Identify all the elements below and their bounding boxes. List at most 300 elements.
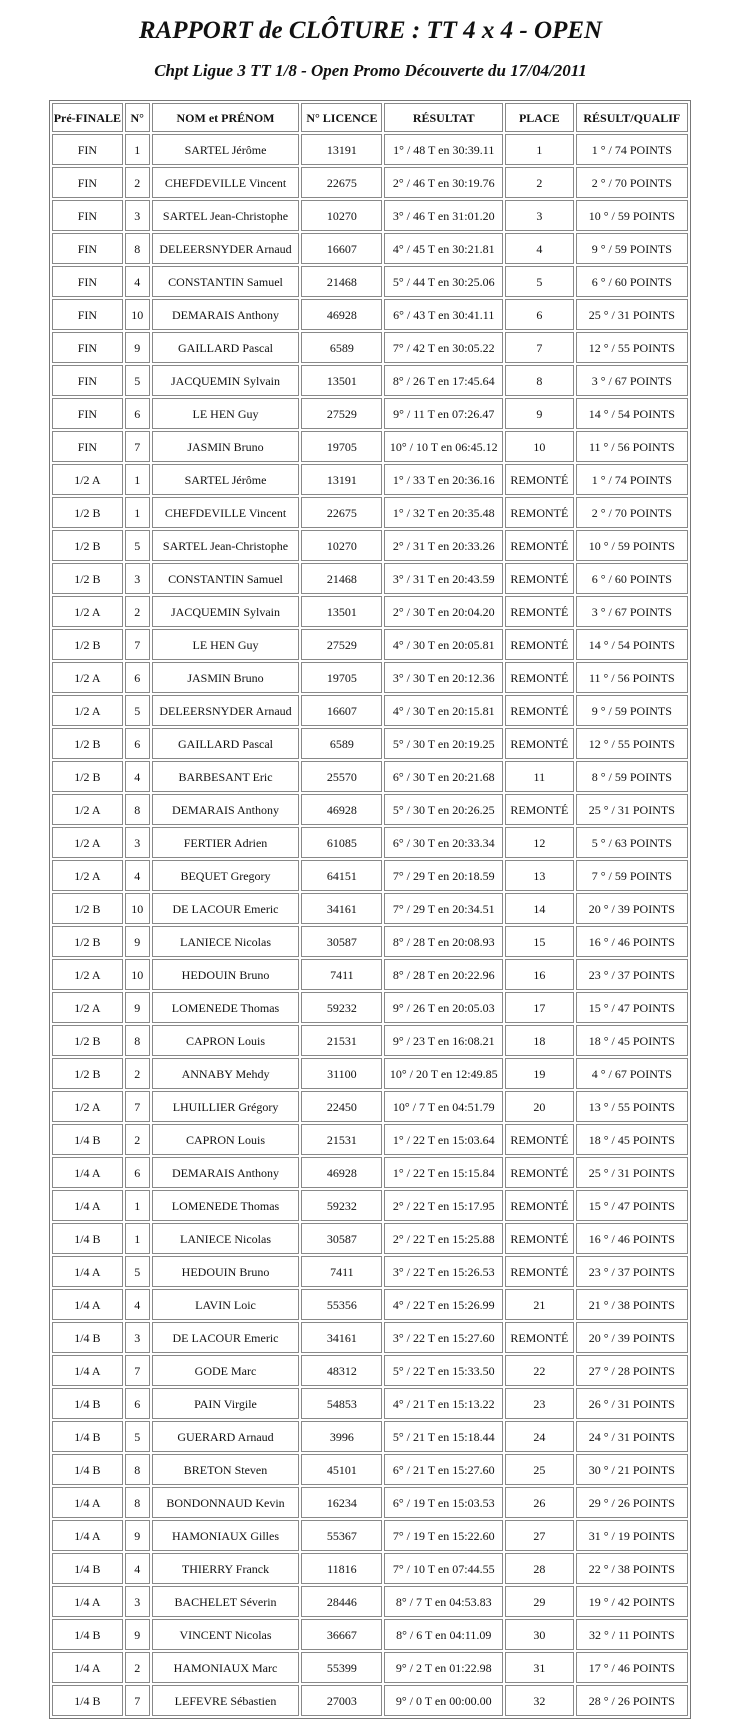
cell-prefinale: 1/4 B xyxy=(52,1553,123,1584)
table-row xyxy=(52,1190,688,1221)
cell-prefinale: 1/2 A xyxy=(52,959,123,990)
cell-qualif: 20 ° / 39 POINTS xyxy=(576,1322,688,1353)
cell-prefinale: 1/2 B xyxy=(52,563,123,594)
cell-qualif: 1 ° / 74 POINTS xyxy=(576,464,688,495)
cell-place: REMONTÉ xyxy=(505,497,574,528)
cell-prefinale: 1/4 A xyxy=(52,1256,123,1287)
cell-number: 1 xyxy=(125,1190,150,1221)
cell-number: 6 xyxy=(125,1157,150,1188)
cell-name: FERTIER Adrien xyxy=(152,827,300,858)
cell-result: 7° / 29 T en 20:18.59 xyxy=(384,860,503,891)
cell-licence: 55399 xyxy=(301,1652,382,1683)
cell-prefinale: 1/2 B xyxy=(52,728,123,759)
table-row xyxy=(52,1322,688,1353)
cell-prefinale: 1/2 A xyxy=(52,1091,123,1122)
cell-prefinale: 1/2 B xyxy=(52,497,123,528)
cell-place: 13 xyxy=(505,860,574,891)
cell-licence: 16607 xyxy=(301,233,382,264)
col-header-place: PLACE xyxy=(505,103,574,132)
cell-qualif: 15 ° / 47 POINTS xyxy=(576,992,688,1023)
cell-qualif: 11 ° / 56 POINTS xyxy=(576,431,688,462)
cell-result: 7° / 42 T en 30:05.22 xyxy=(384,332,503,363)
cell-number: 4 xyxy=(125,1289,150,1320)
cell-number: 7 xyxy=(125,1355,150,1386)
cell-result: 10° / 10 T en 06:45.12 xyxy=(384,431,503,462)
cell-prefinale: FIN xyxy=(52,266,123,297)
cell-place: 14 xyxy=(505,893,574,924)
cell-qualif: 9 ° / 59 POINTS xyxy=(576,233,688,264)
cell-qualif: 21 ° / 38 POINTS xyxy=(576,1289,688,1320)
cell-result: 9° / 11 T en 07:26.47 xyxy=(384,398,503,429)
cell-name: CHEFDEVILLE Vincent xyxy=(152,167,300,198)
cell-result: 4° / 22 T en 15:26.99 xyxy=(384,1289,503,1320)
table-row xyxy=(52,398,688,429)
cell-qualif: 31 ° / 19 POINTS xyxy=(576,1520,688,1551)
table-row xyxy=(52,860,688,891)
cell-licence: 30587 xyxy=(301,1223,382,1254)
cell-name: LANIECE Nicolas xyxy=(152,1223,300,1254)
cell-licence: 25570 xyxy=(301,761,382,792)
results-table xyxy=(49,100,691,1719)
cell-number: 6 xyxy=(125,662,150,693)
cell-name: CAPRON Louis xyxy=(152,1124,300,1155)
cell-number: 5 xyxy=(125,695,150,726)
cell-prefinale: 1/4 A xyxy=(52,1487,123,1518)
cell-number: 9 xyxy=(125,1619,150,1650)
col-header-licence: N° LICENCE xyxy=(301,103,382,132)
cell-name: DELEERSNYDER Arnaud xyxy=(152,233,300,264)
cell-prefinale: 1/4 B xyxy=(52,1454,123,1485)
cell-number: 4 xyxy=(125,266,150,297)
cell-result: 8° / 28 T en 20:22.96 xyxy=(384,959,503,990)
cell-qualif: 14 ° / 54 POINTS xyxy=(576,629,688,660)
cell-place: REMONTÉ xyxy=(505,695,574,726)
cell-name: SARTEL Jean-Christophe xyxy=(152,530,300,561)
cell-name: DELEERSNYDER Arnaud xyxy=(152,695,300,726)
cell-place: 23 xyxy=(505,1388,574,1419)
cell-place: 6 xyxy=(505,299,574,330)
cell-result: 2° / 31 T en 20:33.26 xyxy=(384,530,503,561)
cell-place: 10 xyxy=(505,431,574,462)
cell-result: 4° / 30 T en 20:15.81 xyxy=(384,695,503,726)
cell-number: 3 xyxy=(125,827,150,858)
cell-name: CONSTANTIN Samuel xyxy=(152,563,300,594)
cell-qualif: 4 ° / 67 POINTS xyxy=(576,1058,688,1089)
cell-place: 17 xyxy=(505,992,574,1023)
cell-name: HEDOUIN Bruno xyxy=(152,1256,300,1287)
cell-name: DEMARAIS Anthony xyxy=(152,299,300,330)
cell-name: DEMARAIS Anthony xyxy=(152,1157,300,1188)
cell-name: GAILLARD Pascal xyxy=(152,728,300,759)
cell-licence: 22450 xyxy=(301,1091,382,1122)
cell-qualif: 16 ° / 46 POINTS xyxy=(576,926,688,957)
cell-licence: 45101 xyxy=(301,1454,382,1485)
cell-licence: 59232 xyxy=(301,1190,382,1221)
cell-result: 7° / 19 T en 15:22.60 xyxy=(384,1520,503,1551)
cell-licence: 61085 xyxy=(301,827,382,858)
cell-place: 25 xyxy=(505,1454,574,1485)
cell-qualif: 3 ° / 67 POINTS xyxy=(576,596,688,627)
cell-licence: 64151 xyxy=(301,860,382,891)
cell-result: 8° / 7 T en 04:53.83 xyxy=(384,1586,503,1617)
cell-number: 1 xyxy=(125,464,150,495)
cell-licence: 31100 xyxy=(301,1058,382,1089)
cell-number: 8 xyxy=(125,1025,150,1056)
cell-number: 1 xyxy=(125,134,150,165)
cell-name: PAIN Virgile xyxy=(152,1388,300,1419)
cell-name: LEFEVRE Sébastien xyxy=(152,1685,300,1716)
cell-licence: 13501 xyxy=(301,596,382,627)
cell-place: 16 xyxy=(505,959,574,990)
cell-place: 19 xyxy=(505,1058,574,1089)
cell-licence: 11816 xyxy=(301,1553,382,1584)
cell-licence: 46928 xyxy=(301,794,382,825)
cell-qualif: 18 ° / 45 POINTS xyxy=(576,1025,688,1056)
cell-place: 32 xyxy=(505,1685,574,1716)
cell-place: 3 xyxy=(505,200,574,231)
cell-result: 6° / 19 T en 15:03.53 xyxy=(384,1487,503,1518)
table-row xyxy=(52,266,688,297)
cell-result: 2° / 22 T en 15:17.95 xyxy=(384,1190,503,1221)
cell-result: 2° / 30 T en 20:04.20 xyxy=(384,596,503,627)
cell-result: 3° / 46 T en 31:01.20 xyxy=(384,200,503,231)
cell-number: 9 xyxy=(125,1520,150,1551)
cell-prefinale: 1/2 A xyxy=(52,662,123,693)
cell-qualif: 23 ° / 37 POINTS xyxy=(576,959,688,990)
cell-result: 5° / 44 T en 30:25.06 xyxy=(384,266,503,297)
results-body xyxy=(52,134,688,1716)
cell-number: 7 xyxy=(125,431,150,462)
cell-place: REMONTÉ xyxy=(505,563,574,594)
cell-qualif: 5 ° / 63 POINTS xyxy=(576,827,688,858)
cell-place: 18 xyxy=(505,1025,574,1056)
table-row xyxy=(52,1058,688,1089)
cell-result: 2° / 46 T en 30:19.76 xyxy=(384,167,503,198)
cell-result: 5° / 30 T en 20:26.25 xyxy=(384,794,503,825)
cell-prefinale: FIN xyxy=(52,332,123,363)
cell-place: 5 xyxy=(505,266,574,297)
cell-result: 8° / 26 T en 17:45.64 xyxy=(384,365,503,396)
table-row xyxy=(52,1091,688,1122)
cell-place: 2 xyxy=(505,167,574,198)
table-row xyxy=(52,1256,688,1287)
cell-number: 8 xyxy=(125,794,150,825)
cell-number: 9 xyxy=(125,992,150,1023)
cell-place: REMONTÉ xyxy=(505,1256,574,1287)
cell-number: 9 xyxy=(125,926,150,957)
cell-prefinale: 1/2 B xyxy=(52,1058,123,1089)
cell-name: BONDONNAUD Kevin xyxy=(152,1487,300,1518)
cell-qualif: 1 ° / 74 POINTS xyxy=(576,134,688,165)
cell-number: 2 xyxy=(125,1124,150,1155)
cell-qualif: 3 ° / 67 POINTS xyxy=(576,365,688,396)
table-row xyxy=(52,1553,688,1584)
cell-number: 7 xyxy=(125,629,150,660)
cell-qualif: 6 ° / 60 POINTS xyxy=(576,266,688,297)
cell-licence: 16607 xyxy=(301,695,382,726)
cell-qualif: 24 ° / 31 POINTS xyxy=(576,1421,688,1452)
col-header-number: N° xyxy=(125,103,150,132)
cell-prefinale: 1/2 B xyxy=(52,926,123,957)
cell-prefinale: 1/2 B xyxy=(52,1025,123,1056)
cell-prefinale: 1/2 A xyxy=(52,827,123,858)
cell-place: 22 xyxy=(505,1355,574,1386)
cell-number: 10 xyxy=(125,959,150,990)
cell-number: 1 xyxy=(125,497,150,528)
table-row xyxy=(52,662,688,693)
cell-prefinale: FIN xyxy=(52,167,123,198)
cell-result: 8° / 28 T en 20:08.93 xyxy=(384,926,503,957)
cell-qualif: 29 ° / 26 POINTS xyxy=(576,1487,688,1518)
table-header-row xyxy=(52,103,688,132)
table-row xyxy=(52,1289,688,1320)
cell-licence: 59232 xyxy=(301,992,382,1023)
cell-place: 28 xyxy=(505,1553,574,1584)
cell-licence: 21531 xyxy=(301,1124,382,1155)
cell-prefinale: FIN xyxy=(52,299,123,330)
cell-name: JACQUEMIN Sylvain xyxy=(152,596,300,627)
cell-prefinale: 1/4 B xyxy=(52,1322,123,1353)
cell-name: DE LACOUR Emeric xyxy=(152,893,300,924)
cell-qualif: 30 ° / 21 POINTS xyxy=(576,1454,688,1485)
cell-prefinale: 1/2 A xyxy=(52,992,123,1023)
cell-licence: 54853 xyxy=(301,1388,382,1419)
table-row xyxy=(52,728,688,759)
cell-place: REMONTÉ xyxy=(505,1322,574,1353)
cell-qualif: 18 ° / 45 POINTS xyxy=(576,1124,688,1155)
cell-licence: 36667 xyxy=(301,1619,382,1650)
cell-result: 2° / 22 T en 15:25.88 xyxy=(384,1223,503,1254)
table-row xyxy=(52,1421,688,1452)
table-row xyxy=(52,167,688,198)
cell-place: 15 xyxy=(505,926,574,957)
cell-qualif: 9 ° / 59 POINTS xyxy=(576,695,688,726)
cell-name: GAILLARD Pascal xyxy=(152,332,300,363)
table-row xyxy=(52,794,688,825)
cell-place: 7 xyxy=(505,332,574,363)
cell-qualif: 10 ° / 59 POINTS xyxy=(576,200,688,231)
cell-place: 27 xyxy=(505,1520,574,1551)
cell-qualif: 13 ° / 55 POINTS xyxy=(576,1091,688,1122)
cell-number: 10 xyxy=(125,299,150,330)
cell-name: JASMIN Bruno xyxy=(152,662,300,693)
cell-place: 21 xyxy=(505,1289,574,1320)
table-row xyxy=(52,893,688,924)
table-row xyxy=(52,1619,688,1650)
cell-licence: 55367 xyxy=(301,1520,382,1551)
cell-number: 3 xyxy=(125,563,150,594)
cell-name: HAMONIAUX Gilles xyxy=(152,1520,300,1551)
cell-number: 5 xyxy=(125,365,150,396)
cell-name: HAMONIAUX Marc xyxy=(152,1652,300,1683)
cell-prefinale: 1/2 B xyxy=(52,893,123,924)
table-row xyxy=(52,1520,688,1551)
table-row xyxy=(52,134,688,165)
table-row xyxy=(52,563,688,594)
cell-licence: 6589 xyxy=(301,332,382,363)
cell-result: 1° / 48 T en 30:39.11 xyxy=(384,134,503,165)
cell-number: 9 xyxy=(125,332,150,363)
cell-prefinale: FIN xyxy=(52,365,123,396)
cell-name: CAPRON Louis xyxy=(152,1025,300,1056)
cell-result: 4° / 30 T en 20:05.81 xyxy=(384,629,503,660)
cell-licence: 13191 xyxy=(301,134,382,165)
cell-place: REMONTÉ xyxy=(505,1124,574,1155)
cell-result: 9° / 26 T en 20:05.03 xyxy=(384,992,503,1023)
cell-qualif: 32 ° / 11 POINTS xyxy=(576,1619,688,1650)
cell-prefinale: 1/4 B xyxy=(52,1388,123,1419)
cell-qualif: 6 ° / 60 POINTS xyxy=(576,563,688,594)
cell-name: LE HEN Guy xyxy=(152,398,300,429)
cell-result: 7° / 29 T en 20:34.51 xyxy=(384,893,503,924)
cell-number: 2 xyxy=(125,167,150,198)
cell-licence: 10270 xyxy=(301,530,382,561)
cell-number: 5 xyxy=(125,530,150,561)
cell-name: CONSTANTIN Samuel xyxy=(152,266,300,297)
cell-licence: 13191 xyxy=(301,464,382,495)
cell-name: DE LACOUR Emeric xyxy=(152,1322,300,1353)
cell-prefinale: 1/4 B xyxy=(52,1124,123,1155)
report-title: RAPPORT de CLÔTURE : TT 4 x 4 - OPEN xyxy=(138,17,603,44)
cell-licence: 19705 xyxy=(301,662,382,693)
cell-number: 6 xyxy=(125,728,150,759)
cell-place: REMONTÉ xyxy=(505,1190,574,1221)
cell-number: 1 xyxy=(125,1223,150,1254)
cell-licence: 10270 xyxy=(301,200,382,231)
table-row xyxy=(52,1025,688,1056)
cell-number: 5 xyxy=(125,1256,150,1287)
col-header-result: RÉSULTAT xyxy=(384,103,503,132)
table-row xyxy=(52,1487,688,1518)
cell-number: 4 xyxy=(125,860,150,891)
cell-prefinale: FIN xyxy=(52,431,123,462)
cell-place: REMONTÉ xyxy=(505,1157,574,1188)
cell-number: 6 xyxy=(125,398,150,429)
cell-number: 4 xyxy=(125,761,150,792)
cell-name: HEDOUIN Bruno xyxy=(152,959,300,990)
cell-name: LOMENEDE Thomas xyxy=(152,992,300,1023)
cell-qualif: 7 ° / 59 POINTS xyxy=(576,860,688,891)
cell-licence: 21468 xyxy=(301,266,382,297)
cell-name: LANIECE Nicolas xyxy=(152,926,300,957)
cell-licence: 30587 xyxy=(301,926,382,957)
cell-qualif: 2 ° / 70 POINTS xyxy=(576,167,688,198)
cell-place: 29 xyxy=(505,1586,574,1617)
cell-place: 31 xyxy=(505,1652,574,1683)
cell-number: 3 xyxy=(125,1322,150,1353)
cell-prefinale: 1/4 A xyxy=(52,1355,123,1386)
cell-qualif: 22 ° / 38 POINTS xyxy=(576,1553,688,1584)
cell-licence: 28446 xyxy=(301,1586,382,1617)
cell-prefinale: 1/4 A xyxy=(52,1190,123,1221)
table-row xyxy=(52,827,688,858)
table-row xyxy=(52,299,688,330)
cell-place: REMONTÉ xyxy=(505,794,574,825)
cell-qualif: 27 ° / 28 POINTS xyxy=(576,1355,688,1386)
cell-name: BRETON Steven xyxy=(152,1454,300,1485)
cell-licence: 21531 xyxy=(301,1025,382,1056)
cell-result: 3° / 30 T en 20:12.36 xyxy=(384,662,503,693)
cell-name: BACHELET Séverin xyxy=(152,1586,300,1617)
cell-name: SARTEL Jérôme xyxy=(152,134,300,165)
cell-prefinale: 1/4 B xyxy=(52,1685,123,1716)
cell-qualif: 10 ° / 59 POINTS xyxy=(576,530,688,561)
table-row xyxy=(52,695,688,726)
col-header-name: NOM et PRÉNOM xyxy=(152,103,300,132)
table-row xyxy=(52,761,688,792)
cell-name: LE HEN Guy xyxy=(152,629,300,660)
cell-result: 1° / 33 T en 20:36.16 xyxy=(384,464,503,495)
cell-qualif: 16 ° / 46 POINTS xyxy=(576,1223,688,1254)
cell-name: BARBESANT Eric xyxy=(152,761,300,792)
cell-licence: 55356 xyxy=(301,1289,382,1320)
cell-qualif: 25 ° / 31 POINTS xyxy=(576,299,688,330)
cell-place: REMONTÉ xyxy=(505,728,574,759)
cell-name: JASMIN Bruno xyxy=(152,431,300,462)
cell-prefinale: 1/2 A xyxy=(52,596,123,627)
table-row xyxy=(52,1355,688,1386)
cell-licence: 7411 xyxy=(301,1256,382,1287)
table-row xyxy=(52,332,688,363)
table-row xyxy=(52,629,688,660)
cell-result: 9° / 23 T en 16:08.21 xyxy=(384,1025,503,1056)
cell-licence: 16234 xyxy=(301,1487,382,1518)
cell-qualif: 14 ° / 54 POINTS xyxy=(576,398,688,429)
cell-result: 1° / 22 T en 15:03.64 xyxy=(384,1124,503,1155)
cell-licence: 48312 xyxy=(301,1355,382,1386)
table-row xyxy=(52,1157,688,1188)
cell-place: 26 xyxy=(505,1487,574,1518)
table-row xyxy=(52,1223,688,1254)
cell-number: 8 xyxy=(125,233,150,264)
cell-result: 5° / 30 T en 20:19.25 xyxy=(384,728,503,759)
cell-licence: 7411 xyxy=(301,959,382,990)
cell-qualif: 26 ° / 31 POINTS xyxy=(576,1388,688,1419)
cell-qualif: 17 ° / 46 POINTS xyxy=(576,1652,688,1683)
cell-result: 6° / 21 T en 15:27.60 xyxy=(384,1454,503,1485)
cell-prefinale: 1/4 B xyxy=(52,1421,123,1452)
table-row xyxy=(52,233,688,264)
cell-prefinale: 1/2 A xyxy=(52,464,123,495)
cell-result: 9° / 0 T en 00:00.00 xyxy=(384,1685,503,1716)
cell-place: 20 xyxy=(505,1091,574,1122)
cell-result: 7° / 10 T en 07:44.55 xyxy=(384,1553,503,1584)
cell-prefinale: 1/2 A xyxy=(52,794,123,825)
cell-result: 3° / 22 T en 15:27.60 xyxy=(384,1322,503,1353)
cell-number: 3 xyxy=(125,200,150,231)
cell-prefinale: 1/4 B xyxy=(52,1223,123,1254)
cell-qualif: 23 ° / 37 POINTS xyxy=(576,1256,688,1287)
cell-number: 2 xyxy=(125,596,150,627)
cell-result: 6° / 30 T en 20:33.34 xyxy=(384,827,503,858)
cell-result: 8° / 6 T en 04:11.09 xyxy=(384,1619,503,1650)
cell-place: 1 xyxy=(505,134,574,165)
cell-number: 5 xyxy=(125,1421,150,1452)
cell-place: 11 xyxy=(505,761,574,792)
table-row xyxy=(52,497,688,528)
cell-place: 4 xyxy=(505,233,574,264)
cell-place: 24 xyxy=(505,1421,574,1452)
cell-licence: 19705 xyxy=(301,431,382,462)
cell-result: 5° / 21 T en 15:18.44 xyxy=(384,1421,503,1452)
cell-result: 5° / 22 T en 15:33.50 xyxy=(384,1355,503,1386)
cell-number: 7 xyxy=(125,1091,150,1122)
cell-name: DEMARAIS Anthony xyxy=(152,794,300,825)
cell-place: 30 xyxy=(505,1619,574,1650)
cell-prefinale: 1/4 A xyxy=(52,1289,123,1320)
cell-name: BEQUET Gregory xyxy=(152,860,300,891)
table-row xyxy=(52,992,688,1023)
